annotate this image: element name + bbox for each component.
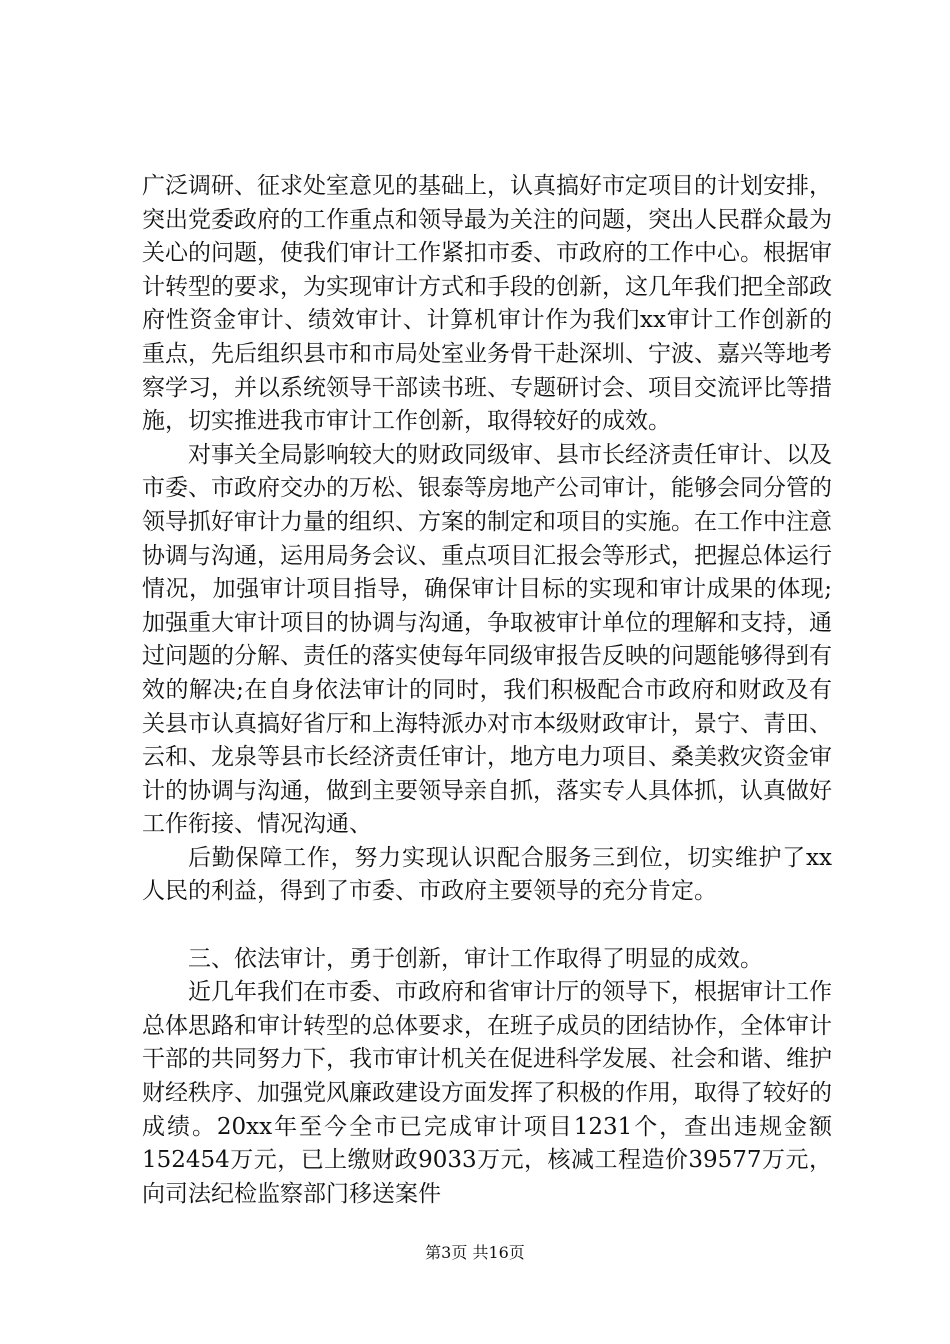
section-heading: 三、依法审计，勇于创新，审计工作取得了明显的成效。 bbox=[188, 945, 763, 972]
paragraph-coordination: 对事关全局影响较大的财政同级审、县市长经济责任审计、以及市委、市政府交办的万松、银泰等房地产公司审计，能够会同分管的领导抓好审计力量的组织、方案的制定和项目的实施。在工作中注意协调与沟通，运用局务会议、重点项目汇报会等形式，把握总体运行情况，加强审计项目指导，确保审计目标的实现和审计成果的体现;加强重大审计项目的协调与沟通，争取被审计单位的理解和支持，通过问题的分解、责任的落实使每年同级审报告反映的问题能够得到有效的解决;在自身依法审计的同时，我们积极配合市政府和财政及有关县市认真搞好省厅和上海特派办对市本级财政审计，景宁、青田、云和、龙泉等县市长经济责任审计，地方电力项目、桑美救灾资金审计的协调与沟通，做到主要领导亲自抓，落实专人具体抓，认真做好工作衔接、情况沟通、 bbox=[142, 441, 832, 838]
paragraph-logistics: 后勤保障工作，努力实现认识配合服务三到位，切实维护了xx人民的利益，得到了市委、市政府主要领导的充分肯定。 bbox=[142, 844, 832, 905]
page-footer: 第3页 共16页 bbox=[425, 1243, 525, 1262]
document-body bbox=[142, 170, 832, 1211]
paragraph-continued: 广泛调研、征求处室意见的基础上，认真搞好市定项目的计划安排，突出党委政府的工作重点和领导最为关注的问题，突出人民群众最为关心的问题，使我们审计工作紧扣市委、市政府的工作中心。根据审计转型的要求，为实现审计方式和手段的创新，这几年我们把全部政府性资金审计、绩效审计、计算机审计作为我们xx审计工作创新的重点，先后组织县市和市局处室业务骨干赴深圳、宁波、嘉兴等地考察学习，并以系统领导干部读书班、专题研讨会、项目交流评比等措施，切实推进我市审计工作创新，取得较好的成效。 bbox=[142, 173, 832, 435]
paragraph-achievements: 近几年我们在市委、市政府和省审计厅的领导下，根据审计工作总体思路和审计转型的总体要求，在班子成员的团结协作，全体审计干部的共同努力下，我市审计机关在促进科学发展、社会和谐、维护财经秩序、加强党风廉政建设方面发挥了积极的作用，取得了较好的成绩。20xx年至今全市已完成审计项目1231个，查出违规金额152454万元，已上缴财政9033万元，核减工程造价39577万元，向司法纪检监察部门移送案件 bbox=[142, 979, 832, 1207]
blank-line bbox=[142, 909, 832, 943]
